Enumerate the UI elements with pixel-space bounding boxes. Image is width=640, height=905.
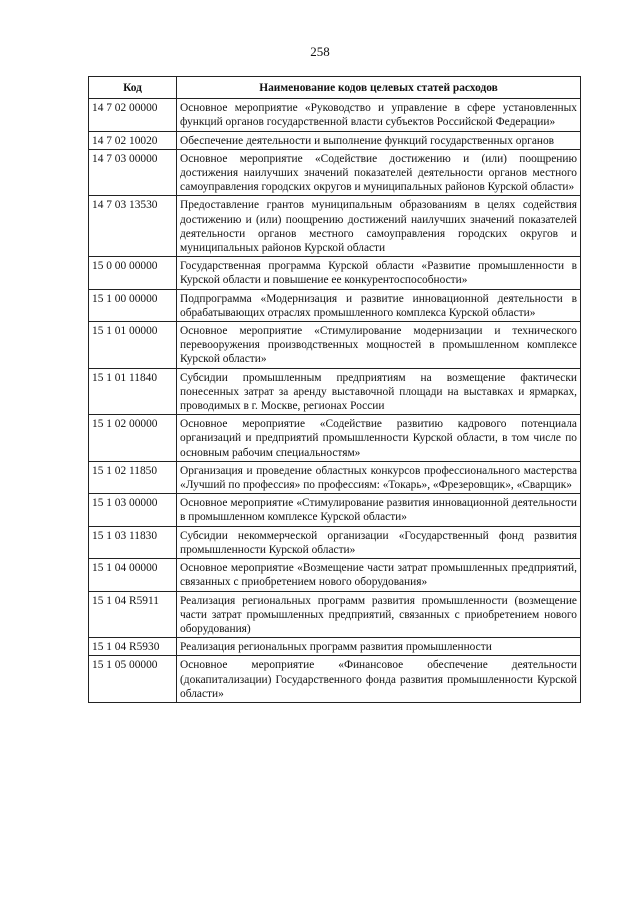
table-row (89, 131, 581, 149)
row-name: Основное мероприятие «Руководство и управление в сфере установленных функций органов государственной власти субъектов Российской Федерации» (177, 99, 581, 131)
row-code: 15 1 04 R5930 (89, 638, 177, 656)
table-row (89, 559, 581, 591)
table-row (89, 461, 581, 493)
row-name: Реализация региональных программ развития промышленности (177, 638, 581, 656)
row-name: Предоставление грантов муниципальным образованиям в целях содействия достижению и (или) поощрению достижений наилучших значений показателей деятельности органов местного самоуправления городских округов и муниципальных районов Курской области (177, 196, 581, 257)
row-code: 15 1 01 11840 (89, 368, 177, 415)
page-number: 258 (310, 44, 330, 59)
row-code: 15 1 03 11830 (89, 526, 177, 558)
row-name: Основное мероприятие «Содействие развитию кадрового потенциала организаций и предприятий промышленности Курской области, в том числе по основным рабочим специальностям» (177, 415, 581, 462)
table-row (89, 415, 581, 462)
row-code: 14 7 03 13530 (89, 196, 177, 257)
table-row (89, 289, 581, 321)
table-header-row (89, 77, 581, 99)
row-code: 15 1 03 00000 (89, 494, 177, 526)
row-code: 15 1 04 R5911 (89, 591, 177, 638)
row-code: 15 1 01 00000 (89, 322, 177, 369)
row-name: Основное мероприятие «Финансовое обеспечение деятельности (докапитализации) Государственного фонда развития промышленности Курской области» (177, 656, 581, 703)
row-code: 15 1 02 00000 (89, 415, 177, 462)
table-row (89, 322, 581, 369)
table-row (89, 638, 581, 656)
row-name: Субсидии некоммерческой организации «Государственный фонд развития промышленности Курской области» (177, 526, 581, 558)
row-name: Основное мероприятие «Возмещение части затрат промышленных предприятий, связанных с приобретением нового оборудования» (177, 559, 581, 591)
table-row (89, 368, 581, 415)
table-row (89, 591, 581, 638)
table-row (89, 656, 581, 703)
table-row (89, 526, 581, 558)
column-header-name: Наименование кодов целевых статей расходов (177, 77, 581, 99)
table-row (89, 494, 581, 526)
row-code: 15 0 00 00000 (89, 257, 177, 289)
row-name: Основное мероприятие «Стимулирование развития инновационной деятельности в промышленном комплексе Курской области» (177, 494, 581, 526)
table-row (89, 196, 581, 257)
row-name: Основное мероприятие «Содействие достижению и (или) поощрению достижения наилучших значений показателей деятельности органов местного самоуправления городских округов и муниципальных районов Курской области» (177, 149, 581, 196)
row-name: Подпрограмма «Модернизация и развитие инновационной деятельности в обрабатывающих отраслях промышленного комплекса Курской области» (177, 289, 581, 321)
row-name: Основное мероприятие «Стимулирование модернизации и технического перевооружения производственных мощностей в промышленном комплексе Курской области» (177, 322, 581, 369)
table-row (89, 257, 581, 289)
row-name: Государственная программа Курской области «Развитие промышленности в Курской области и повышение ее конкурентоспособности» (177, 257, 581, 289)
column-header-code: Код (89, 77, 177, 99)
budget-codes-table (88, 76, 581, 703)
row-name: Реализация региональных программ развития промышленности (возмещение части затрат промышленных предприятий, связанных с приобретением нового оборудования) (177, 591, 581, 638)
table-row (89, 149, 581, 196)
row-code: 14 7 02 10020 (89, 131, 177, 149)
row-code: 14 7 03 00000 (89, 149, 177, 196)
row-code: 15 1 00 00000 (89, 289, 177, 321)
row-name: Субсидии промышленным предприятиям на возмещение фактически понесенных затрат за аренду выставочной площади на выставках и ярмарках, проводимых в г. Москве, регионах России (177, 368, 581, 415)
row-code: 15 1 02 11850 (89, 461, 177, 493)
row-code: 15 1 05 00000 (89, 656, 177, 703)
row-name: Организация и проведение областных конкурсов профессионального мастерства «Лучший по профессия» по профессиям: «Токарь», «Фрезеровщик», «Сварщик» (177, 461, 581, 493)
table-row (89, 99, 581, 131)
row-name: Обеспечение деятельности и выполнение функций государственных органов (177, 131, 581, 149)
row-code: 15 1 04 00000 (89, 559, 177, 591)
row-code: 14 7 02 00000 (89, 99, 177, 131)
